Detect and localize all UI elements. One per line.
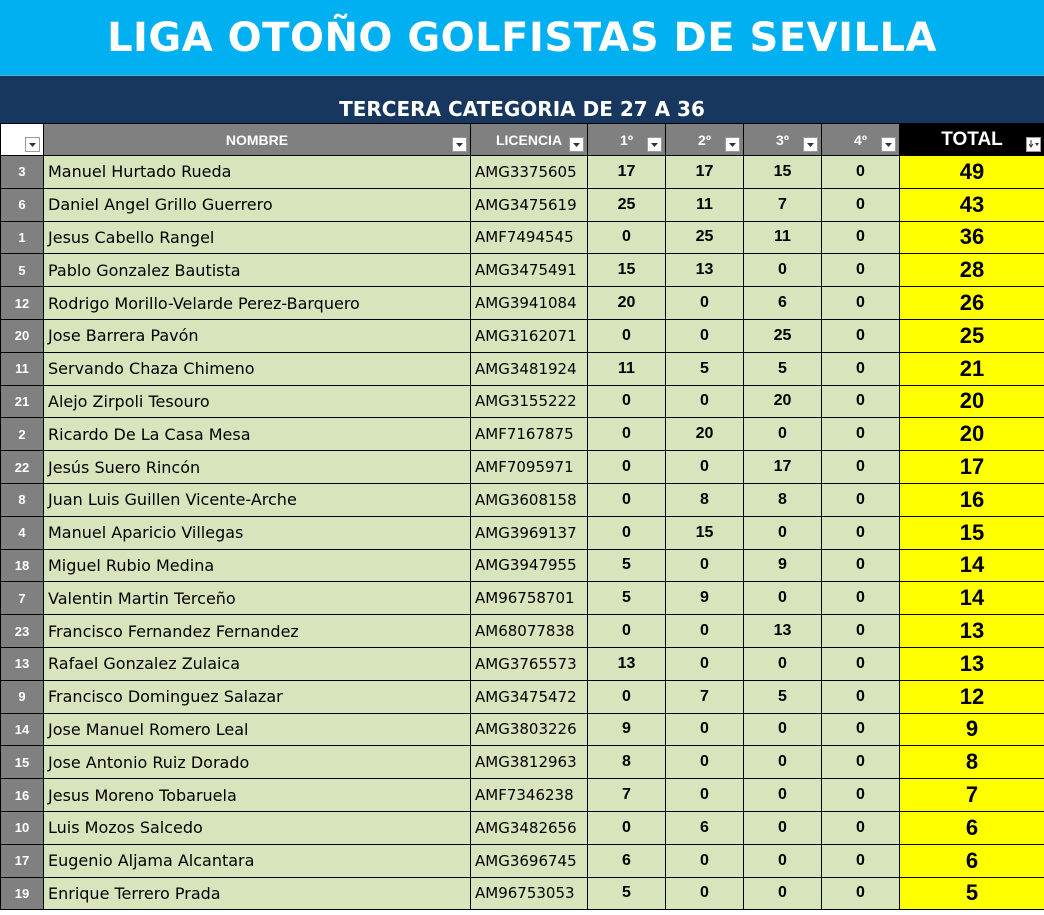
round2-score-cell: 15 <box>666 516 744 549</box>
license-cell: AMG3765573 <box>471 647 588 680</box>
filter-dropdown-rank[interactable] <box>25 137 40 152</box>
round1-score-cell: 17 <box>588 156 666 189</box>
round4-score-cell: 0 <box>822 352 900 385</box>
table-row <box>1 680 1044 713</box>
total-cell: 25 <box>900 319 1044 352</box>
dropdown-arrow-icon <box>651 143 658 147</box>
license-cell: AMG3155222 <box>471 385 588 418</box>
rank-cell: 22 <box>1 451 44 484</box>
standings-table <box>0 123 1044 910</box>
round4-score-cell: 0 <box>822 254 900 287</box>
round1-score-cell: 0 <box>588 451 666 484</box>
name-cell: Manuel Hurtado Rueda <box>44 156 471 189</box>
round4-header <box>822 124 900 156</box>
category-subtitle: TERCERA CATEGORIA DE 27 A 36 <box>0 76 1044 123</box>
round1-header <box>588 124 666 156</box>
name-cell: Jose Manuel Romero Leal <box>44 713 471 746</box>
name-cell: Valentin Martin Terceño <box>44 582 471 615</box>
round2-score-cell: 0 <box>666 319 744 352</box>
name-cell: Daniel Angel Grillo Guerrero <box>44 188 471 221</box>
round3-score-cell: 0 <box>744 582 822 615</box>
table-row <box>1 549 1044 582</box>
license-cell: AM96758701 <box>471 582 588 615</box>
rank-cell: 5 <box>1 254 44 287</box>
round1-score-cell: 5 <box>588 549 666 582</box>
sort-filter-dropdown-total[interactable] <box>1026 137 1041 152</box>
round4-score-cell: 0 <box>822 451 900 484</box>
total-cell: 20 <box>900 385 1044 418</box>
round3-score-cell: 8 <box>744 483 822 516</box>
license-cell: AMG3812963 <box>471 746 588 779</box>
round2-score-cell: 5 <box>666 352 744 385</box>
filter-dropdown-round3[interactable] <box>803 137 818 152</box>
round1-score-cell: 8 <box>588 746 666 779</box>
round1-score-cell: 7 <box>588 779 666 812</box>
table-row <box>1 385 1044 418</box>
round3-score-cell: 5 <box>744 680 822 713</box>
round4-score-cell: 0 <box>822 549 900 582</box>
round3-header <box>744 124 822 156</box>
round2-score-cell: 25 <box>666 221 744 254</box>
round2-score-cell: 9 <box>666 582 744 615</box>
round3-score-cell: 0 <box>744 418 822 451</box>
table-row <box>1 221 1044 254</box>
rank-cell: 2 <box>1 418 44 451</box>
round3-score-cell: 0 <box>744 811 822 844</box>
total-cell: 12 <box>900 680 1044 713</box>
round1-score-cell: 0 <box>588 811 666 844</box>
total-cell: 28 <box>900 254 1044 287</box>
total-cell: 6 <box>900 811 1044 844</box>
name-cell: Jesus Cabello Rangel <box>44 221 471 254</box>
round3-score-cell: 5 <box>744 352 822 385</box>
rank-cell: 16 <box>1 779 44 812</box>
round4-score-cell: 0 <box>822 385 900 418</box>
round1-score-cell: 5 <box>588 582 666 615</box>
name-cell: Jesús Suero Rincón <box>44 451 471 484</box>
round4-score-cell: 0 <box>822 647 900 680</box>
license-cell: AMG3803226 <box>471 713 588 746</box>
rank-cell: 13 <box>1 647 44 680</box>
total-cell: 21 <box>900 352 1044 385</box>
name-cell: Luis Mozos Salcedo <box>44 811 471 844</box>
nombre-header <box>44 124 471 156</box>
round3-score-cell: 0 <box>744 877 822 910</box>
round3-score-cell: 7 <box>744 188 822 221</box>
total-cell: 16 <box>900 483 1044 516</box>
license-cell: AMG3941084 <box>471 287 588 320</box>
table-row <box>1 746 1044 779</box>
round3-score-cell: 0 <box>744 844 822 877</box>
round4-score-cell: 0 <box>822 319 900 352</box>
round4-score-cell: 0 <box>822 287 900 320</box>
round1-score-cell: 13 <box>588 647 666 680</box>
round2-header <box>666 124 744 156</box>
total-cell: 36 <box>900 221 1044 254</box>
total-cell: 13 <box>900 615 1044 648</box>
round3-header-label: 3º <box>776 131 789 148</box>
rank-cell: 4 <box>1 516 44 549</box>
round3-score-cell: 25 <box>744 319 822 352</box>
round3-score-cell: 0 <box>744 713 822 746</box>
table-row <box>1 319 1044 352</box>
round3-score-cell: 6 <box>744 287 822 320</box>
round2-score-cell: 0 <box>666 877 744 910</box>
filter-dropdown-round4[interactable] <box>881 137 896 152</box>
sort-descending-icon <box>1029 140 1039 149</box>
table-row <box>1 287 1044 320</box>
total-cell: 8 <box>900 746 1044 779</box>
round2-score-cell: 8 <box>666 483 744 516</box>
round1-score-cell: 0 <box>588 221 666 254</box>
total-cell: 15 <box>900 516 1044 549</box>
license-cell: AMG3482656 <box>471 811 588 844</box>
round4-score-cell: 0 <box>822 877 900 910</box>
license-cell: AMG3969137 <box>471 516 588 549</box>
round2-score-cell: 0 <box>666 713 744 746</box>
license-cell: AMG3696745 <box>471 844 588 877</box>
round1-score-cell: 5 <box>588 877 666 910</box>
dropdown-arrow-icon <box>729 143 736 147</box>
total-cell: 49 <box>900 156 1044 189</box>
round2-score-cell: 17 <box>666 156 744 189</box>
rank-cell: 17 <box>1 844 44 877</box>
total-cell: 14 <box>900 549 1044 582</box>
round4-score-cell: 0 <box>822 221 900 254</box>
license-cell: AMG3475491 <box>471 254 588 287</box>
total-cell: 9 <box>900 713 1044 746</box>
round4-score-cell: 0 <box>822 713 900 746</box>
table-row <box>1 418 1044 451</box>
round2-score-cell: 0 <box>666 451 744 484</box>
round3-score-cell: 13 <box>744 615 822 648</box>
header-row <box>1 124 1044 156</box>
round4-score-cell: 0 <box>822 811 900 844</box>
round3-score-cell: 9 <box>744 549 822 582</box>
name-cell: Jose Antonio Ruiz Dorado <box>44 746 471 779</box>
filter-dropdown-round1[interactable] <box>647 137 662 152</box>
license-cell: AMF7494545 <box>471 221 588 254</box>
round2-score-cell: 0 <box>666 287 744 320</box>
name-cell: Pablo Gonzalez Bautista <box>44 254 471 287</box>
round2-score-cell: 11 <box>666 188 744 221</box>
round2-score-cell: 0 <box>666 615 744 648</box>
total-cell: 13 <box>900 647 1044 680</box>
round1-score-cell: 25 <box>588 188 666 221</box>
name-cell: Juan Luis Guillen Vicente-Arche <box>44 483 471 516</box>
round4-score-cell: 0 <box>822 483 900 516</box>
filter-dropdown-round2[interactable] <box>725 137 740 152</box>
table-row <box>1 779 1044 812</box>
rank-cell: 19 <box>1 877 44 910</box>
round1-score-cell: 15 <box>588 254 666 287</box>
round1-score-cell: 20 <box>588 287 666 320</box>
name-cell: Alejo Zirpoli Tesouro <box>44 385 471 418</box>
rank-cell: 1 <box>1 221 44 254</box>
round4-score-cell: 0 <box>822 746 900 779</box>
rank-cell: 23 <box>1 615 44 648</box>
rank-cell: 11 <box>1 352 44 385</box>
license-cell: AMG3475472 <box>471 680 588 713</box>
round2-score-cell: 6 <box>666 811 744 844</box>
round1-score-cell: 0 <box>588 483 666 516</box>
table-row <box>1 352 1044 385</box>
round4-score-cell: 0 <box>822 844 900 877</box>
round3-score-cell: 0 <box>744 746 822 779</box>
license-cell: AMG3947955 <box>471 549 588 582</box>
rank-cell: 8 <box>1 483 44 516</box>
table-row <box>1 516 1044 549</box>
round2-score-cell: 0 <box>666 647 744 680</box>
total-cell: 17 <box>900 451 1044 484</box>
license-cell: AM96753053 <box>471 877 588 910</box>
licencia-header-label: LICENCIA <box>495 131 563 148</box>
rank-cell: 6 <box>1 188 44 221</box>
round3-score-cell: 0 <box>744 647 822 680</box>
round2-score-cell: 0 <box>666 549 744 582</box>
license-cell: AMF7167875 <box>471 418 588 451</box>
round2-score-cell: 20 <box>666 418 744 451</box>
total-header <box>900 124 1044 156</box>
total-header-label: TOTAL <box>941 128 1003 150</box>
rank-cell: 15 <box>1 746 44 779</box>
rank-cell: 10 <box>1 811 44 844</box>
round3-score-cell: 0 <box>744 254 822 287</box>
filter-dropdown-nombre[interactable] <box>452 137 467 152</box>
name-cell: Ricardo De La Casa Mesa <box>44 418 471 451</box>
table-row <box>1 713 1044 746</box>
round1-score-cell: 9 <box>588 713 666 746</box>
license-cell: AMF7095971 <box>471 451 588 484</box>
table-row <box>1 156 1044 189</box>
round4-score-cell: 0 <box>822 615 900 648</box>
rank-cell: 9 <box>1 680 44 713</box>
standings-body <box>1 156 1044 910</box>
round3-score-cell: 0 <box>744 779 822 812</box>
license-cell: AMG3475619 <box>471 188 588 221</box>
name-cell: Miguel Rubio Medina <box>44 549 471 582</box>
dropdown-arrow-icon <box>29 143 36 147</box>
total-cell: 7 <box>900 779 1044 812</box>
round2-score-cell: 0 <box>666 844 744 877</box>
round2-score-cell: 7 <box>666 680 744 713</box>
round3-score-cell: 15 <box>744 156 822 189</box>
round2-score-cell: 0 <box>666 779 744 812</box>
license-cell: AMG3608158 <box>471 483 588 516</box>
round1-score-cell: 6 <box>588 844 666 877</box>
rank-cell: 3 <box>1 156 44 189</box>
total-cell: 5 <box>900 877 1044 910</box>
round4-score-cell: 0 <box>822 188 900 221</box>
total-cell: 6 <box>900 844 1044 877</box>
round4-score-cell: 0 <box>822 156 900 189</box>
rank-cell: 7 <box>1 582 44 615</box>
table-row <box>1 615 1044 648</box>
name-cell: Jesus Moreno Tobaruela <box>44 779 471 812</box>
table-row <box>1 844 1044 877</box>
dropdown-arrow-icon <box>573 143 580 147</box>
name-cell: Francisco Dominguez Salazar <box>44 680 471 713</box>
name-cell: Jose Barrera Pavón <box>44 319 471 352</box>
round4-score-cell: 0 <box>822 516 900 549</box>
name-cell: Eugenio Aljama Alcantara <box>44 844 471 877</box>
dropdown-arrow-icon <box>807 143 814 147</box>
round1-score-cell: 0 <box>588 319 666 352</box>
table-row <box>1 451 1044 484</box>
table-row <box>1 483 1044 516</box>
round4-score-cell: 0 <box>822 779 900 812</box>
rank-header <box>1 124 44 156</box>
round4-header-label: 4º <box>854 131 867 148</box>
page-title: LIGA OTOÑO GOLFISTAS DE SEVILLA <box>0 0 1044 76</box>
rank-cell: 12 <box>1 287 44 320</box>
table-row <box>1 254 1044 287</box>
round1-score-cell: 0 <box>588 615 666 648</box>
rank-cell: 20 <box>1 319 44 352</box>
name-cell: Servando Chaza Chimeno <box>44 352 471 385</box>
license-cell: AMG3162071 <box>471 319 588 352</box>
dropdown-arrow-icon <box>885 143 892 147</box>
license-cell: AMG3481924 <box>471 352 588 385</box>
round1-score-cell: 11 <box>588 352 666 385</box>
table-row <box>1 647 1044 680</box>
licencia-header <box>471 124 588 156</box>
name-cell: Francisco Fernandez Fernandez <box>44 615 471 648</box>
total-cell: 43 <box>900 188 1044 221</box>
round1-score-cell: 0 <box>588 516 666 549</box>
round1-score-cell: 0 <box>588 680 666 713</box>
total-cell: 26 <box>900 287 1044 320</box>
rank-cell: 21 <box>1 385 44 418</box>
round2-header-label: 2º <box>698 131 711 148</box>
total-cell: 20 <box>900 418 1044 451</box>
round3-score-cell: 20 <box>744 385 822 418</box>
round4-score-cell: 0 <box>822 418 900 451</box>
total-cell: 14 <box>900 582 1044 615</box>
round1-header-label: 1º <box>620 131 633 148</box>
table-row <box>1 877 1044 910</box>
license-cell: AMG3375605 <box>471 156 588 189</box>
name-cell: Enrique Terrero Prada <box>44 877 471 910</box>
round3-score-cell: 17 <box>744 451 822 484</box>
name-cell: Rodrigo Morillo-Velarde Perez-Barquero <box>44 287 471 320</box>
rank-cell: 14 <box>1 713 44 746</box>
table-row <box>1 582 1044 615</box>
license-cell: AMF7346238 <box>471 779 588 812</box>
table-row <box>1 811 1044 844</box>
rank-cell: 18 <box>1 549 44 582</box>
round1-score-cell: 0 <box>588 418 666 451</box>
round2-score-cell: 13 <box>666 254 744 287</box>
round1-score-cell: 0 <box>588 385 666 418</box>
name-cell: Manuel Aparicio Villegas <box>44 516 471 549</box>
round3-score-cell: 0 <box>744 516 822 549</box>
table-row <box>1 188 1044 221</box>
round3-score-cell: 11 <box>744 221 822 254</box>
dropdown-arrow-icon <box>456 143 463 147</box>
round2-score-cell: 0 <box>666 385 744 418</box>
nombre-header-label: NOMBRE <box>225 131 289 148</box>
filter-dropdown-licencia[interactable] <box>569 137 584 152</box>
name-cell: Rafael Gonzalez Zulaica <box>44 647 471 680</box>
round4-score-cell: 0 <box>822 680 900 713</box>
license-cell: AM68077838 <box>471 615 588 648</box>
round2-score-cell: 0 <box>666 746 744 779</box>
round4-score-cell: 0 <box>822 582 900 615</box>
